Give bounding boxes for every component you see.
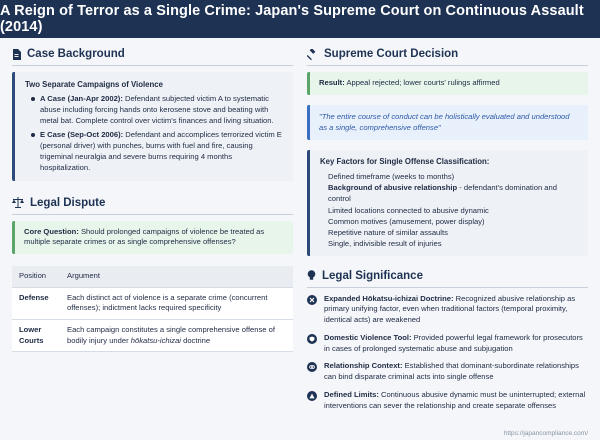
core-question-box bbox=[12, 221, 293, 255]
bullet-icon bbox=[31, 133, 35, 137]
factors-title: Key Factors for Single Offense Classification: bbox=[320, 157, 490, 167]
list-item bbox=[328, 227, 578, 238]
factor-text: Limited locations connected to abusive dynamic bbox=[328, 205, 489, 215]
content-columns bbox=[12, 46, 588, 426]
factor-text: Single, indivisible result of injuries bbox=[328, 239, 442, 249]
item-text: Established that dominant-subordinate relationships can bind disparate criminal acts into single offense bbox=[324, 361, 579, 382]
factor-bold: Background of abusive relationship bbox=[328, 183, 458, 193]
list-item bbox=[307, 294, 588, 326]
list-item bbox=[307, 361, 588, 383]
list-item bbox=[307, 333, 588, 355]
case-item bbox=[25, 94, 283, 126]
item-text: Provided powerful legal framework for prosecutors in cases of prolonged systematic abuse and subjugation bbox=[324, 332, 583, 353]
question-label: Core Question: bbox=[24, 226, 79, 236]
question-text: Should prolonged campaigns of violence be treated as multiple separate crimes or as single comprehensive offenses? bbox=[24, 226, 265, 247]
argument-text: Each campaign constitutes a single comprehensive offense of bodily injury under bbox=[67, 324, 275, 345]
case-label: E Case (Sep-Oct 2006): bbox=[40, 130, 124, 140]
item-label: Defined Limits: bbox=[324, 389, 379, 399]
column-header: Argument bbox=[60, 266, 293, 287]
significance-list bbox=[307, 294, 588, 419]
position-cell: Lower Courts bbox=[12, 319, 60, 351]
section-title: Supreme Court Decision bbox=[324, 48, 459, 60]
item-text: Recognized abusive relationship as primary unifying factor, even when traditional factors (temporal proximity, identical acts) are weakened bbox=[324, 293, 576, 325]
doctrine-term: hōkatsu-ichizai bbox=[130, 335, 181, 345]
position-cell: Defense bbox=[12, 287, 60, 319]
shield-icon bbox=[307, 334, 317, 344]
list-item bbox=[307, 390, 588, 412]
warning-icon bbox=[307, 391, 317, 401]
case-background-heading bbox=[12, 46, 293, 66]
court-quote: "The entire course of conduct can be holistically evaluated and understood as a single, comprehensive offense" bbox=[307, 105, 588, 141]
list-item bbox=[328, 216, 578, 227]
case-background-box bbox=[12, 72, 293, 181]
case-text: Defendant and accomplices terrorized victim E (personal driver) with punches, burns with fuel and fire, causing trigeminal neuralgia and severe burns requiring 4 months hospitalization. bbox=[40, 130, 282, 172]
page-header bbox=[0, 0, 600, 38]
case-item bbox=[25, 130, 283, 173]
table-row bbox=[12, 319, 293, 351]
source-url: https://japancompliance.com/ bbox=[503, 430, 588, 437]
section-title: Legal Dispute bbox=[30, 196, 106, 209]
list-item bbox=[328, 171, 578, 182]
list-item bbox=[328, 182, 578, 204]
table-row bbox=[12, 287, 293, 319]
factor-text: Defined timeframe (weeks to months) bbox=[328, 171, 455, 181]
case-text: Defendant subjected victim A to systematic abuse including forcing hands onto kerosene stove and beating with metal bat. Complete control over victim's finances and living situation. bbox=[40, 94, 274, 125]
lightbulb-icon bbox=[307, 270, 316, 281]
factors-list bbox=[320, 171, 578, 250]
right-column bbox=[307, 46, 588, 426]
item-label: Expanded Hōkatsu-ichizai Doctrine: bbox=[324, 293, 454, 303]
result-box bbox=[307, 72, 588, 95]
factor-text: Repetitive nature of similar assaults bbox=[328, 228, 448, 238]
list-item bbox=[328, 205, 578, 216]
section-title: Legal Significance bbox=[322, 269, 423, 282]
legal-dispute-heading bbox=[12, 195, 293, 215]
item-text: Continuous abusive dynamic must be uninterrupted; external interventions can sever the relationship and create separate offenses bbox=[324, 389, 586, 410]
argument-cell: Each distinct act of violence is a separate crime (concurrent offenses); indictment lacks required specificity bbox=[60, 287, 293, 319]
argument-text: doctrine bbox=[180, 335, 211, 345]
result-label: Result: bbox=[319, 78, 345, 87]
left-column bbox=[12, 46, 293, 426]
significance-heading bbox=[307, 268, 588, 288]
table-header-row bbox=[12, 266, 293, 287]
factor-text: Common motives (amusement, power display) bbox=[328, 216, 485, 226]
section-title: Case Background bbox=[27, 48, 125, 60]
document-icon bbox=[12, 49, 21, 60]
bullet-icon bbox=[31, 97, 35, 101]
box-title: Two Separate Campaigns of Violence bbox=[25, 80, 163, 89]
result-text: Appeal rejected; lower courts' rulings affirmed bbox=[344, 78, 500, 87]
decision-heading bbox=[307, 46, 588, 66]
page-title: A Reign of Terror as a Single Crime: Japan's Supreme Court on Continuous Assault (2014) bbox=[0, 3, 584, 35]
argument-cell bbox=[60, 319, 293, 351]
column-header: Position bbox=[12, 266, 60, 287]
link-icon bbox=[307, 362, 317, 372]
scales-icon bbox=[12, 197, 24, 208]
gavel-icon bbox=[307, 49, 318, 60]
item-label: Domestic Violence Tool: bbox=[324, 332, 412, 342]
key-factors-box bbox=[307, 150, 588, 255]
item-label: Relationship Context: bbox=[324, 361, 403, 371]
factor-text: - defendant's domination and control bbox=[328, 183, 557, 204]
x-circle-icon bbox=[307, 295, 317, 305]
dispute-table bbox=[12, 266, 293, 352]
list-item bbox=[328, 238, 578, 249]
case-label: A Case (Jan-Apr 2002): bbox=[40, 94, 123, 104]
